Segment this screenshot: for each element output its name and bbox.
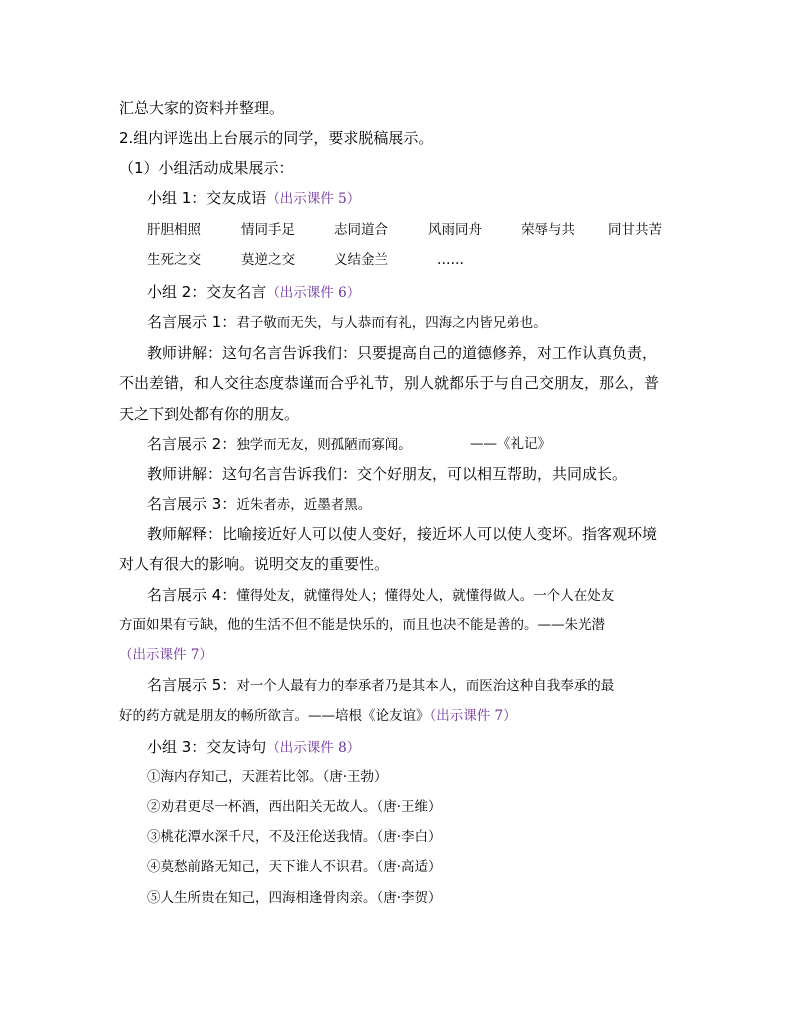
- quote-1: [147, 312, 547, 333]
- explanation-1-line-3: 天之下到处都有你的朋友。: [119, 405, 300, 423]
- group2-heading: [147, 282, 360, 303]
- paragraph-section-1: （1）小组活动成果展示：: [119, 159, 294, 177]
- poem-line: ①海内存知己，天涯若比邻。（唐·王勃）: [147, 769, 388, 785]
- group3-heading: [147, 737, 360, 758]
- quote-text: 对一个人最有力的奉承者乃是其本人，而医治这种自我奉承的最: [236, 678, 615, 694]
- quote-label: 名言展示 3：: [147, 495, 237, 513]
- quote-text: 懂得处友，就懂得处人；懂得处人，就懂得做人。一个人在处友: [236, 588, 615, 604]
- idiom: 肝胆相照: [147, 222, 201, 238]
- quote-label: 名言展示 5：: [147, 676, 237, 694]
- quote-text: 好的药方就是朋友的畅所欲言。——培根《论友谊》: [119, 708, 430, 724]
- poem-line: ③桃花潭水深千尺，不及汪伦送我情。（唐·李白）: [147, 829, 442, 845]
- quote-label: 名言展示 2：: [147, 435, 237, 453]
- explanation-1-line-2: 不出差错，和人交往态度恭谨而合乎礼节，别人就都乐于与自己交朋友，那么，普: [119, 374, 660, 392]
- poem-line: ⑤人生所贵在知己，四海相逢骨肉亲。（唐·李贺）: [147, 890, 442, 906]
- courseware-note: （出示课件 7）: [429, 708, 517, 724]
- courseware-note: （出示课件 6）: [266, 285, 361, 301]
- paragraph-summary: 汇总大家的资料并整理。: [119, 99, 285, 117]
- quote-4-line-1: [147, 585, 614, 606]
- explanation-1-line-1: 教师讲解：这句名言告诉我们：只要提高自己的道德修养，对工作认真负责，: [147, 344, 658, 362]
- poem-line: ②劝君更尽一杯酒，西出阳关无故人。（唐·王维）: [147, 799, 442, 815]
- idiom: 志同道合: [334, 222, 388, 238]
- group3-label: 小组 3：交友诗句: [147, 738, 267, 756]
- idiom: 风雨同舟: [428, 222, 482, 238]
- group1-heading: [147, 188, 360, 209]
- idiom: 莫逆之交: [241, 252, 295, 268]
- quote-text: 独学而无友，则孤陋而寡闻。: [236, 437, 412, 453]
- courseware-note: （出示课件 7）: [119, 647, 213, 663]
- paragraph-step-2: 2.组内评选出上台展示的同学，要求脱稿展示。: [119, 129, 434, 147]
- quote-source: ——《礼记》: [470, 436, 551, 452]
- idiom: 情同手足: [241, 222, 295, 238]
- group1-label: 小组 1：交友成语: [147, 189, 267, 207]
- idiom: 生死之交: [147, 252, 201, 268]
- quote-2: [147, 434, 412, 455]
- quote-label: 名言展示 4：: [147, 586, 237, 604]
- explanation-3-line-2: 对人有很大的影响。说明交友的重要性。: [119, 555, 390, 573]
- quote-text: 近朱者赤，近墨者黑。: [236, 497, 372, 513]
- quote-5-line-1: [147, 675, 614, 696]
- quote-label: 名言展示 1：: [147, 313, 237, 331]
- explanation-3-line-1: 教师解释：比喻接近好人可以使人变好，接近坏人可以使人变坏。指客观环境: [147, 525, 658, 543]
- idiom: 同甘共苦: [608, 222, 662, 238]
- idiom: 义结金兰: [334, 252, 388, 268]
- quote-4-line-2: 方面如果有亏缺，他的生活不但不能是快乐的，而且也决不能是善的。——朱光潜: [119, 617, 605, 633]
- idiom: 荣辱与共: [521, 222, 575, 238]
- quote-text: 君子敬而无失，与人恭而有礼，四海之内皆兄弟也。: [236, 315, 547, 331]
- quote-5-line-2: [119, 705, 517, 726]
- ellipsis: ……: [437, 252, 464, 268]
- courseware-note: （出示课件 8）: [266, 740, 361, 756]
- group2-label: 小组 2：交友名言: [147, 283, 267, 301]
- courseware-note: （出示课件 5）: [266, 191, 361, 207]
- explanation-2: 教师讲解：这句名言告诉我们：交个好朋友，可以相互帮助，共同成长。: [147, 465, 628, 483]
- quote-3: [147, 494, 371, 515]
- poem-line: ④莫愁前路无知己，天下谁人不识君。（唐·高适）: [147, 859, 442, 875]
